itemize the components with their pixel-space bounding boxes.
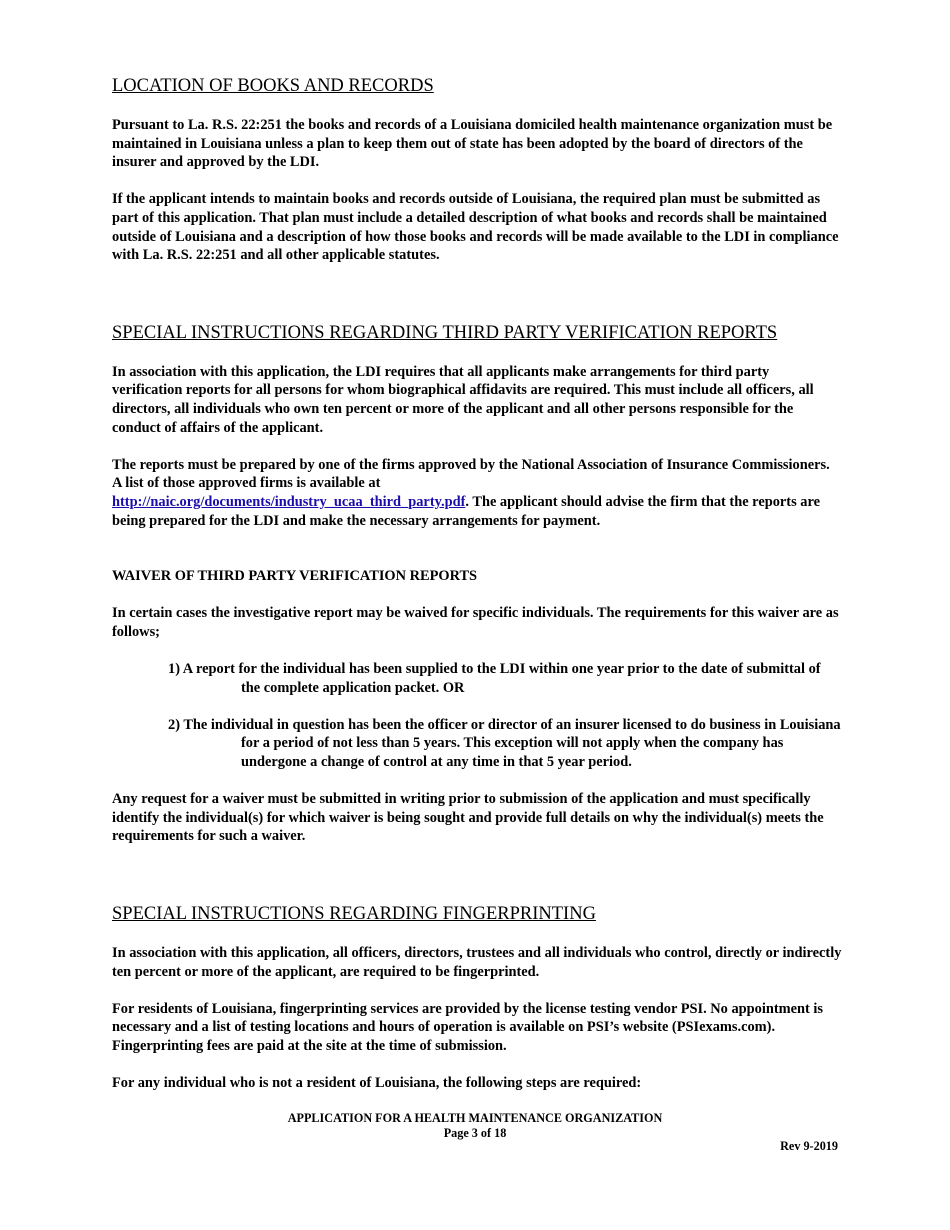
books-heading: LOCATION OF BOOKS AND RECORDS (112, 76, 434, 96)
fingerprinting-para-3: For any individual who is not a resident of Louisiana, the following steps are required: (112, 1075, 642, 1092)
footer-page-number: Page 3 of 18 (443, 1126, 507, 1140)
third-party-para-2 (112, 456, 842, 530)
naic-approved-firms-link[interactable]: http://naic.org/documents/industry_ucaa_third_party.pdf (112, 493, 466, 510)
third-party-heading: SPECIAL INSTRUCTIONS REGARDING THIRD PARTY VERIFICATION REPORTS (112, 322, 778, 343)
third-party-para-2-end: . The applicant should advise the firm that the reports are being prepared for the LDI and make the necessary arrangements for payment. (112, 493, 820, 529)
footer-title: APPLICATION FOR A HEALTH MAINTENANCE ORGANIZATION (287, 1111, 663, 1125)
page-content (112, 74, 842, 1093)
waiver-requirement-1: 1) A report for the individual has been supplied to the LDI within one year prior to the date of submittal of the complete application packet. OR (168, 661, 821, 696)
waiver-requirement-2: 2) The individual in question has been the officer or director of an insurer licensed to do business in Louisiana for a period of not less than 5 years. This exception will not apply when the company has undergone a change of control at any time in that 5 year period. (168, 716, 841, 771)
books-para-1: Pursuant to La. R.S. 22:251 the books and records of a Louisiana domiciled health maintenance organization must be maintained in Louisiana unless a plan to keep them out of state has been adopted by the board of directors of the insurer and approved by the LDI. (112, 117, 833, 171)
third-party-para-1: In association with this application, the LDI requires that all applicants make arrangements for third party verification reports for all persons for whom biographical affidavits are required. This must include all officers, all directors, all individuals who own ten percent or more of the applicant and all other persons responsible for the conduct of affairs of the applicant. (112, 363, 814, 436)
waiver-intro: In certain cases the investigative report may be waived for specific individuals. The requirements for this waiver are as follows; (112, 605, 839, 640)
waiver-heading: WAIVER OF THIRD PARTY VERIFICATION REPORTS (112, 568, 478, 585)
books-para-2: If the applicant intends to maintain books and records outside of Louisiana, the required plan must be submitted as part of this application. That plan must include a detailed description of what books and records shall be maintained outside of Louisiana and a description of how those books and records will be made available to the LDI in compliance with La. R.S. 22:251 and all other applicable statutes. (112, 191, 839, 264)
third-party-para-2-text: The reports must be prepared by one of the firms approved by the National Association of Insurance Commissioners. A list of those approved firms is available at (112, 456, 830, 492)
waiver-closing: Any request for a waiver must be submitted in writing prior to submission of the application and must specifically identify the individual(s) for which waiver is being sought and provide full details on why the individual(s) meets the requirements for such a waiver. (112, 791, 824, 845)
revision-label: Rev 9-2019 (780, 1139, 838, 1153)
fingerprinting-heading: SPECIAL INSTRUCTIONS REGARDING FINGERPRINTING (112, 904, 596, 924)
fingerprinting-para-1: In association with this application, all officers, directors, trustees and all individuals who control, directly or indirectly ten percent or more of the applicant, are required to be fingerprinted. (112, 945, 842, 980)
fingerprinting-para-2: For residents of Louisiana, fingerprinting services are provided by the license testing vendor PSI. No appointment is necessary and a list of testing locations and hours of operation is available on PSI’s website (PSIexams.com). Fingerprinting fees are paid at the site at the time of submission. (112, 1000, 824, 1054)
